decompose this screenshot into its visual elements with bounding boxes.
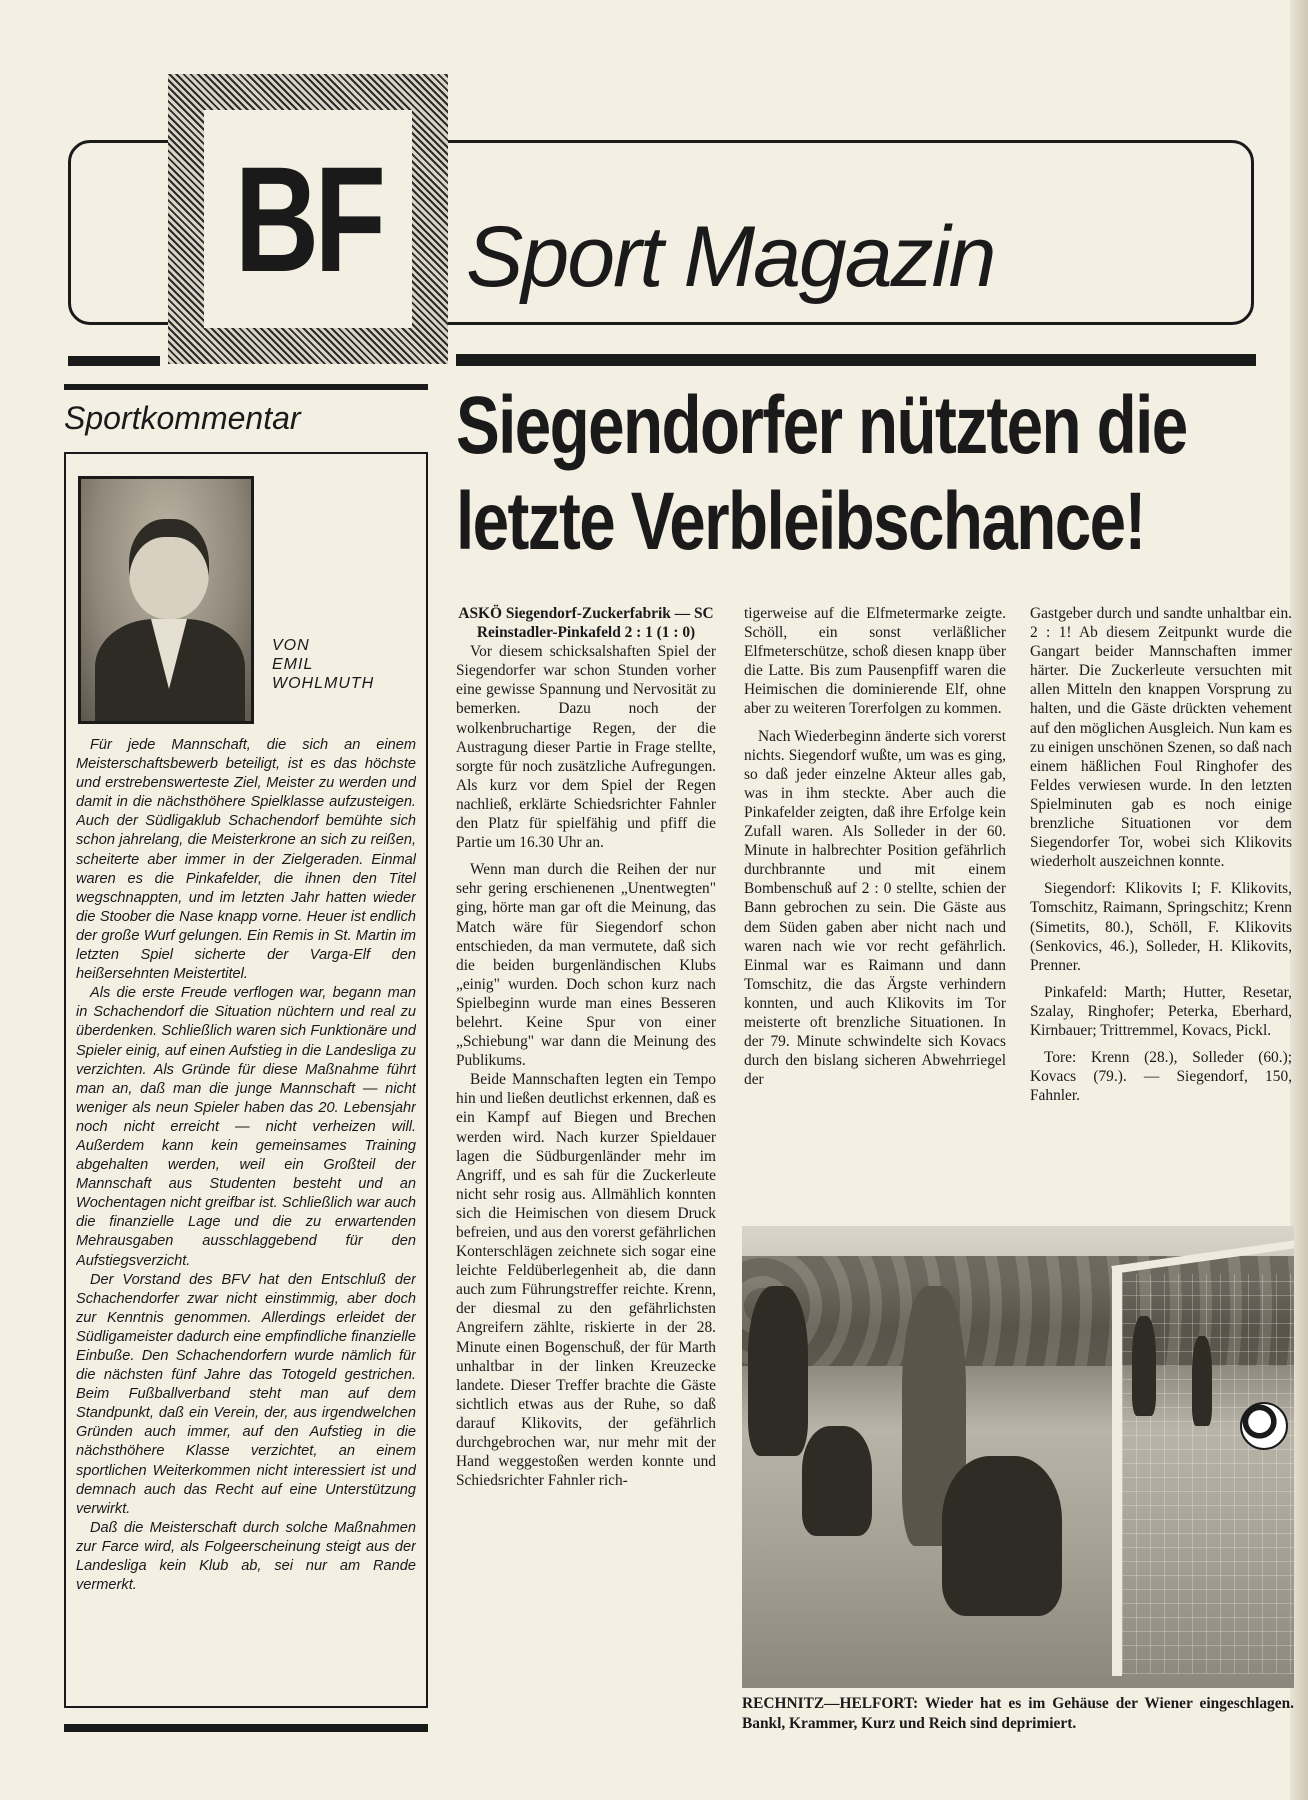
article-column-3 <box>1030 604 1292 1216</box>
article-column-1 <box>456 604 716 1746</box>
lineup-pinkafeld: Pinkafeld: Marth; Hutter, Resetar, Szalay, Ringhofer; Peterka, Eberhard, Kirnbauer; Trittremmel, Kovacs, Pickl. <box>1030 983 1292 1039</box>
article-paragraph: Gastgeber durch und sandte unhaltbar ein. 2 : 1! Ab diesem Zeitpunkt wurde die Gangart beider Mannschaften immer härter. Die Zuckerleute versuchten mit allen Mitteln den knappen Vorsprung zu halten, und die Gäste drückten vehement auf den möglichen Ausgleich. Nun kam es zu einigen unschönen Szenen, so daß nach einem häßlichen Foul Ringhofer des Feldes verwiesen wurde. In den letzten Spielminuten gab es noch einige brenzliche Situationen vor dem Siegendorfer Tor, wobei sich Klikovits wiederholt auszeichnen konnte. <box>1030 605 1292 871</box>
article-paragraph: Wenn man durch die Reihen der nur sehr gering erschienenen „Unentwegten" ging, hörte man gar oft die Meinung, das Match wäre für Siegendorf schon entschieden, da man vermutete, daß sich die beiden burgenländischen Klubs „einig" wurden. Doch schon kurz nach Spielbeginn wurde man eines Besseren belehrt. Keine Spur von einer „Schiebung" war dann die Meinung des Publikums. <box>456 861 716 1070</box>
article-column-2 <box>744 604 1006 1216</box>
rule <box>68 356 160 366</box>
rule <box>64 384 428 390</box>
portrait-head <box>129 519 209 619</box>
match-header: ASKÖ Siegendorf-Zuckerfabrik — SC Reinstadler-Pinkafeld 2 : 1 (1 : 0) <box>458 605 714 642</box>
logo-text: BF <box>234 135 382 303</box>
author-portrait <box>78 476 254 724</box>
player-figure <box>942 1456 1062 1616</box>
headline-line: letzte Verbleibschance! <box>456 476 1145 567</box>
rule <box>64 1724 428 1732</box>
rule <box>456 354 1256 366</box>
ball-icon <box>1240 1402 1288 1450</box>
player-figure <box>1192 1336 1212 1426</box>
headline-line: Siegendorfer nützten die <box>456 380 1187 471</box>
player-figure <box>802 1426 872 1536</box>
section-label: Sportkommentar <box>64 400 301 436</box>
player-figure <box>1132 1316 1156 1416</box>
match-photo <box>742 1226 1294 1688</box>
logo-inner <box>204 110 412 328</box>
article-paragraph: Beide Mannschaften legten ein Tempo hin und ließen deutlichst erkennen, daß es ein Kampf auf Biegen und Brechen werden wird. Nach kurzer Spieldauer lagen die Südburgenländer mehr im Angriff, und es sah für die Zuckerleute nicht sehr rosig aus. Allmählich konnten sich die Heimischen von diesem Druck befreien, und aus den vorerst gefährlichen Konterschlägen zeichnete sich sogar eine leichte Feldüberlegenheit ab, die dann auch zum Führungstreffer reichte. Krenn, der diesmal zu den gefährlichsten Angreifern zählte, riskierte in der 28. Minute einen Bogenschuß, der für Marth unhaltbar in der linken Kreuzecke landete. Dieser Treffer brachte die Gäste sichtlich etwas aus der Ruhe, so daß darauf Klikovits, der gefährlich durchgebrochen war, nur mehr mit der Hand weggestoßen werden konnte und Schiedsrichter Fahnler rich- <box>456 1071 716 1490</box>
byline-line: VON <box>272 637 310 654</box>
goal-post <box>1112 1266 1122 1676</box>
article-paragraph: tigerweise auf die Elfmetermarke zeigte. Schöll, ein sonst verläßlicher Elfmeterschütze, schoß diesen knapp über die Latte. Bis zum Pausenpfiff waren die Heimischen die dominierende Elf, ohne aber zu weiteren Torerfolgen zu kommen. <box>744 605 1006 718</box>
lineup-siegendorf: Siegendorf: Klikovits I; F. Klikovits, Tomschitz, Raimann, Springschitz; Krenn (Simetits, 80.), Schöll, F. Klikovits (Senkovics, 46.), Solleder, H. Klikovits, Prenner. <box>1030 880 1292 974</box>
article-paragraph: Nach Wiederbeginn änderte sich vorerst nichts. Siegendorf wußte, um was es ging, so daß jeder einzelne Akteur alles gab, was in ihm steckte. Aber auch die Pinkafelder zeigten, daß ihre Erfolge kein Zufall waren. Als Solleder in der 60. Minute in halbrechter Position gefährlich durchbrannte und mit einem Bombenschuß auf 2 : 0 stellte, schien der Bann gebrochen zu sein. Die Gäste aus dem Süden gaben aber nicht nach und waren nach wie vor recht gefährlich. Einmal war es Raimann und dann Tomschitz, die das Ärgste verhindern konnten, und auch Klikovits im Tor meisterte oft brenzliche Situationen. In der 79. Minute schwindelte sich Kovacs durch den bislang sicheren Abwehrriegel der <box>744 727 1006 1089</box>
article-paragraph: Vor diesem schicksalshaften Spiel der Siegendorfer war schon Stunden vorher eine gewisse Spannung und Nervosität zu bemerken. Dazu noch der wolkenbruchartige Regen, der die Austragung dieser Partie in Frage stellte, sorgte für noch zusätzliche Aufregungen. Als kurz vor dem Spiel der Regen nachließ, erklärte Schiedsrichter Fahnler den Platz für spielfähig und pfiff die Partie um 16.30 Uhr an. <box>456 643 716 852</box>
byline-line: EMIL <box>272 656 314 673</box>
headline <box>456 378 1292 570</box>
photo-caption: RECHNITZ—HELFORT: Wieder hat es im Gehäuse der Wiener eingeschlagen. Bankl, Krammer, Kurz und Reich sind deprimiert. <box>742 1695 1294 1732</box>
byline-line: WOHLMUTH <box>272 675 375 692</box>
byline <box>272 636 374 693</box>
commentary-paragraph: Für jede Mannschaft, die sich an einem Meisterschaftsbewerb beteiligt, ist es das höchste und erstrebenswerteste Ziel, Meister zu werden und damit in die nächsthöhere Spielklasse aufzusteigen. Auch der Südligaklub Schachendorf bemühte sich schon jahrelang, die Meisterkrone an sich zu reißen, scheiterte aber immer in der Zielgeraden. Einmal waren es die Pinkafelder, die ihnen den Titel wegschnappten, und im letzten Jahr hatten wieder die Stoober die Nase knapp vorne. Heuer ist endlich der große Wurf gelungen. Ein Remis in St. Martin im letzten Spiel sicherte der Varga-Elf den heißersehnten Meistertitel. <box>76 737 416 983</box>
commentary-paragraph: Der Vorstand des BFV hat den Entschluß der Schachendorfer zwar nicht einstimmig, aber doch zur Kenntnis genommen. Allerdings erleidet der Südligameister dadurch eine empfindliche finanzielle Einbuße. Den Schachendorfern wurde nämlich für die nächsten fünf Jahre das Totogeld gestrichen. Beim Fußballverband steht man auf dem Standpunkt, daß ein Verein, der, aus irgendwelchen Gründen auch immer, auf den Aufstieg in die nächsthöhere Klasse verzichtet, an einem sportlichen Weiterkommen nicht interessiert ist und demnach auch das Recht auf eine Unterstützung verwirkt. <box>76 1271 416 1517</box>
commentary-paragraph: Daß die Meisterschaft durch solche Maßnahmen zur Farce wird, als Folgeerscheinung steigt aus der Landesliga kein Klub ab, sei nur am Rande vermerkt. <box>76 1519 416 1594</box>
commentary-paragraph: Als die erste Freude verflogen war, begann man in Schachendorf die Situation nüchtern und real zu überdenken. Schließlich waren sich Funktionäre und Spieler einig, auf einen Aufstieg in die Landesliga zu verzichten. Als Gründe für diese Maßnahme führt man an, daß man die junge Mannschaft — nicht weniger als neun Spieler haben das 20. Lebensjahr noch nicht erreicht — nicht verheizen will. Außerdem kann kein gemeinsames Training abgehalten werden, weil ein Großteil der Mannschaft aus Studenten besteht und an Wochentagen nicht greifbar ist. Schließlich war auch die finanzielle Lage und die zu erwartenden Mehrausgaben ausschlaggebend für den Aufstiegsverzicht. <box>76 985 416 1269</box>
bf-logo <box>168 74 448 364</box>
player-figure <box>748 1286 808 1456</box>
commentary-text <box>76 736 416 1700</box>
magazine-title: Sport Magazin <box>466 209 995 305</box>
goals-line: Tore: Krenn (28.), Solleder (60.); Kovacs (79.). — Siegendorf, 150, Fahnler. <box>1030 1049 1292 1105</box>
